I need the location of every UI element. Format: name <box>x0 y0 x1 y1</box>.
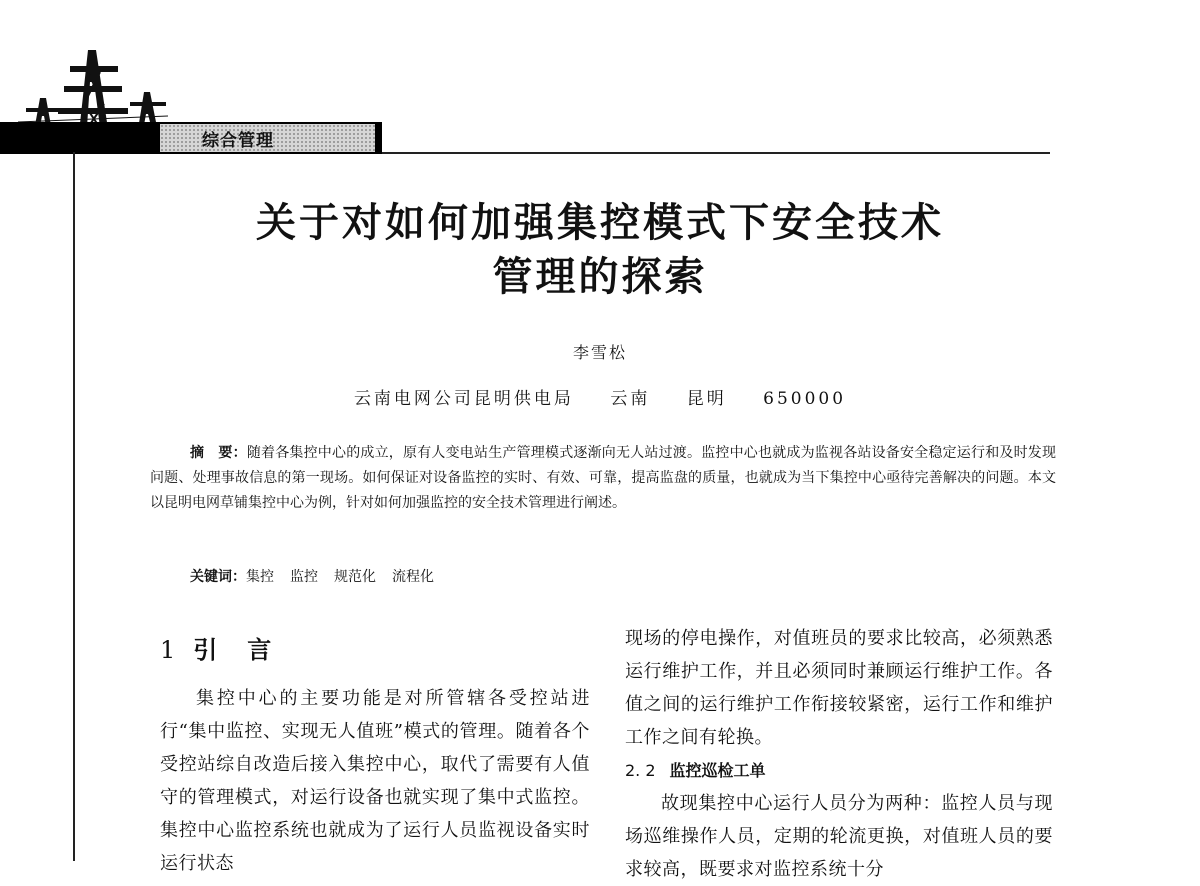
keyword-item: 集控 <box>246 569 274 585</box>
abstract <box>150 441 1056 516</box>
affiliation <box>150 384 1050 409</box>
right-paragraph-1: 现场的停电操作，对值班员的要求比较高，必须熟悉运行维护工作，并且必须同时兼顾运行维护工作。各值之间的运行维护工作衔接较紧密，运行工作和维护工作之间有轮换。 <box>625 628 1053 748</box>
section-2-2-number: 2. 2 <box>625 761 656 780</box>
keyword-item: 流程化 <box>392 569 434 585</box>
author-name: 李雪松 <box>572 343 627 362</box>
section-1-number: 1 <box>160 636 178 664</box>
header-rule <box>382 152 1050 154</box>
right-paragraph-2: 故现集控中心运行人员分为两种：监控人员与现场巡维操作人员，定期的轮流更换，对值班人员的要求较高，既要求对监控系统十分 <box>625 793 1053 880</box>
section-1-title-b: 言 <box>247 636 274 664</box>
affiliation-province: 云南 <box>610 389 651 409</box>
section-label: 综合管理 <box>160 124 375 152</box>
abstract-text: 随着各集控中心的成立，原有人变电站生产管理模式逐渐向无人站过渡。监控中心也就成为监视各站设备安全稳定运行和及时发现问题、处理事故信息的第一现场。如何保证对设备监控的实时、有效、可靠，提高监盘的质量，也就成为当下集控中心亟待完善解决的问题。本文以昆明电网草铺集控中心为例，针对如何加强监控的安全技术管理进行阐述。 <box>150 445 1057 511</box>
left-column <box>160 630 590 880</box>
section-2-2-title: 监控巡检工单 <box>669 761 766 780</box>
keyword-item: 监控 <box>290 569 318 585</box>
article-title <box>150 196 1050 304</box>
title-line-2: 管理的探索 <box>492 253 708 300</box>
section-2-2-heading <box>625 754 1053 787</box>
section-1-title-a: 引 <box>193 636 220 664</box>
keywords-label: 关键词： <box>190 569 246 585</box>
affiliation-org: 云南电网公司昆明供电局 <box>353 389 574 409</box>
affiliation-city: 昆明 <box>686 389 727 409</box>
section-1-heading <box>160 630 590 670</box>
affiliation-postcode: 650000 <box>763 389 847 409</box>
abstract-label: 摘 要： <box>190 445 247 461</box>
section-1-paragraph: 集控中心的主要功能是对所管辖各受控站进行“集中监控、实现无人值班”模式的管理。随着各个受控站综自改造后接入集控中心，取代了需要有人值守的管理模式，对运行设备也就实现了集中式监控。集控中心监控系统也就成为了运行人员监视设备实时运行状态 <box>160 688 590 874</box>
title-line-1: 关于对如何加强集控模式下安全技术 <box>256 199 944 246</box>
keyword-item: 规范化 <box>334 569 376 585</box>
left-margin-rule <box>73 152 75 861</box>
right-column <box>625 622 1053 886</box>
keywords <box>190 566 1050 588</box>
